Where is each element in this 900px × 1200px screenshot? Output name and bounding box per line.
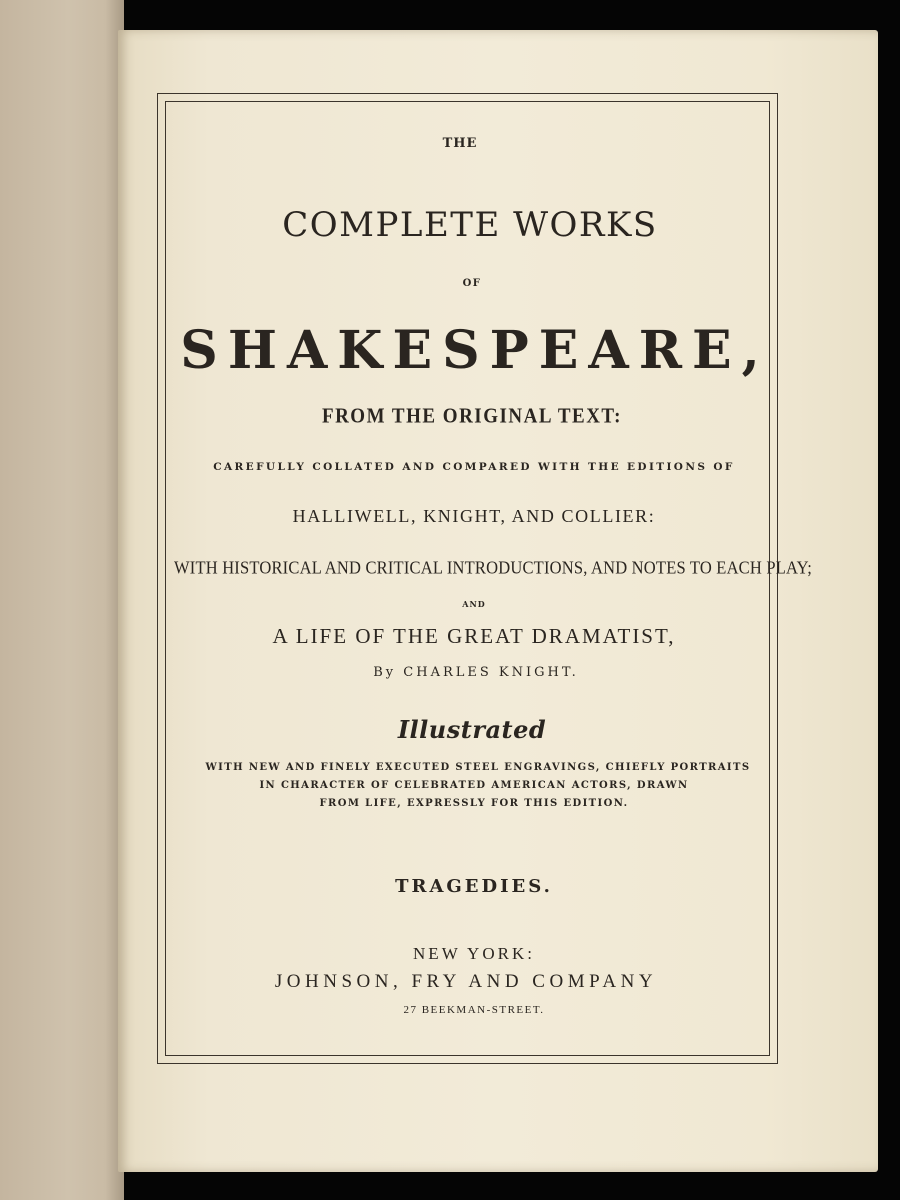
facing-page [0,0,124,1200]
engravings-line-2: IN CHARACTER OF CELEBRATED AMERICAN ACTORS, DRAWN [259,780,689,791]
volume-title: TRAGEDIES. [395,876,553,897]
illustrated-line: Illustrated [397,715,547,744]
introductions-line: WITH HISTORICAL AND CRITICAL INTRODUCTIONS, AND NOTES TO EACH PLAY; [174,556,812,578]
publisher-line: JOHNSON, FRY AND COMPANY [274,971,658,992]
the-line: THE [442,136,478,151]
collated-line: CAREFULLY COLLATED AND COMPARED WITH THE EDITIONS OF [213,461,735,473]
editors-line: HALLIWELL, KNIGHT, AND COLLIER: [292,506,656,526]
and-line: AND [462,599,486,609]
original-text-line: FROM THE ORIGINAL TEXT: [321,404,623,429]
address-line: 27 BEEKMAN-STREET. [403,1004,545,1016]
city-line: NEW YORK: [413,944,535,963]
engravings-line-1: WITH NEW AND FINELY EXECUTED STEEL ENGRAVINGS, CHIEFLY PORTRAITS [205,762,751,773]
life-line: A LIFE OF THE GREAT DRAMATIST, [272,624,676,648]
complete-works-heading: COMPLETE WORKS [282,205,658,245]
by-line: By CHARLES KNIGHT. [373,665,579,680]
of-line: OF [462,278,482,289]
engravings-line-3: FROM LIFE, EXPRESSLY FOR THIS EDITION. [319,798,629,809]
author-heading: SHAKESPEARE, [180,320,770,381]
